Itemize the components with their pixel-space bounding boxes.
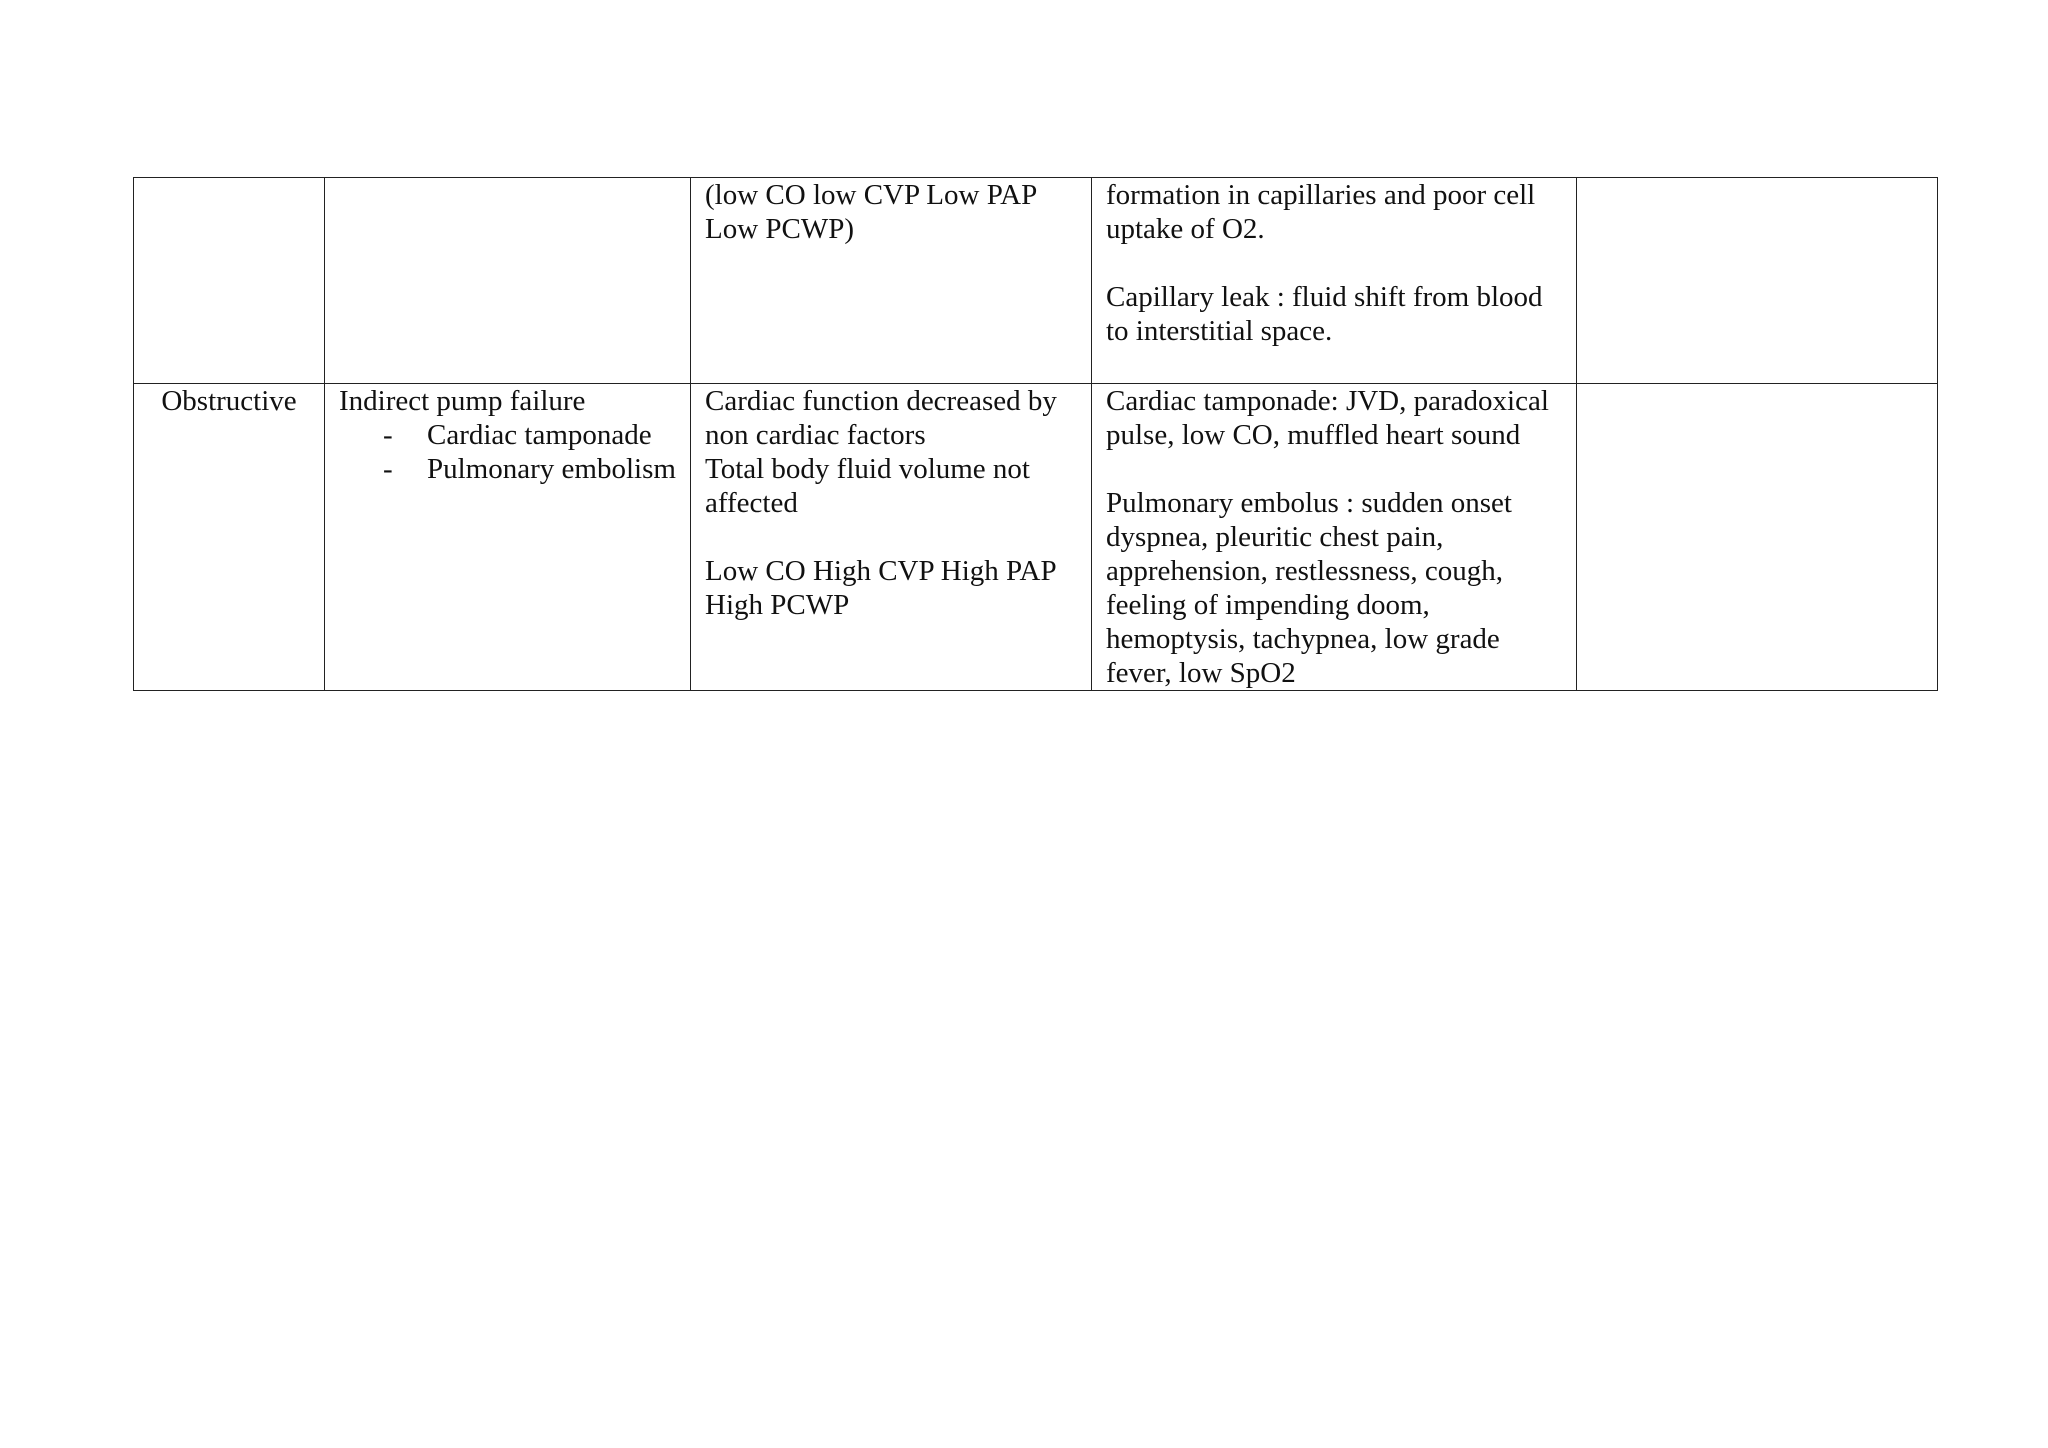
signs-line: feeling of impending doom,	[1106, 589, 1430, 621]
notes-cell	[1577, 178, 1938, 384]
shock-type-cell	[134, 178, 325, 384]
cause-title: Indirect pump failure	[339, 385, 586, 417]
shock-types-table	[133, 177, 1938, 691]
hemodynamics-line: Cardiac function decreased by	[705, 385, 1057, 417]
hemodynamics-line: Total body fluid volume not	[705, 453, 1030, 485]
hemodynamics-cell	[691, 178, 1092, 384]
signs-line: formation in capillaries and poor cell	[1106, 179, 1536, 211]
hemodynamics-line: non cardiac factors	[705, 419, 926, 451]
table-row	[134, 384, 1938, 691]
hemodynamics-line: (low CO low CVP Low PAP	[705, 179, 1038, 211]
cause-list	[339, 418, 676, 486]
signs-line: hemoptysis, tachypnea, low grade	[1106, 623, 1500, 655]
list-item	[339, 452, 676, 486]
hemodynamics-line: Low CO High CVP High PAP	[705, 555, 1057, 587]
signs-cell	[1092, 384, 1577, 691]
signs-line: pulse, low CO, muffled heart sound	[1106, 419, 1521, 451]
notes-cell	[1577, 384, 1938, 691]
paragraph-gap	[1106, 246, 1562, 280]
signs-line: to interstitial space.	[1106, 315, 1333, 347]
cause-item: Cardiac tamponade	[427, 419, 652, 451]
signs-line: Pulmonary embolus : sudden onset	[1106, 487, 1512, 519]
dash-marker: -	[383, 453, 393, 485]
shock-type-label: Obstructive	[161, 385, 297, 417]
signs-line: uptake of O2.	[1106, 213, 1265, 245]
hemodynamics-line: affected	[705, 487, 798, 519]
hemodynamics-cell	[691, 384, 1092, 691]
dash-marker: -	[383, 419, 393, 451]
signs-line: fever, low SpO2	[1106, 657, 1296, 689]
cause-item: Pulmonary embolism	[427, 453, 676, 485]
hemodynamics-line: High PCWP	[705, 589, 850, 621]
signs-line: dyspnea, pleuritic chest pain,	[1106, 521, 1444, 553]
signs-line: apprehension, restlessness, cough,	[1106, 555, 1504, 587]
signs-cell	[1092, 178, 1577, 384]
table-row	[134, 178, 1938, 384]
hemodynamics-line: Low PCWP)	[705, 213, 855, 245]
cause-cell	[325, 178, 691, 384]
paragraph-gap	[1106, 452, 1562, 486]
cause-cell	[325, 384, 691, 691]
signs-line: Capillary leak : fluid shift from blood	[1106, 281, 1543, 313]
list-item	[339, 418, 676, 452]
shock-type-cell	[134, 384, 325, 691]
paragraph-gap	[705, 520, 1077, 554]
signs-line: Cardiac tamponade: JVD, paradoxical	[1106, 385, 1549, 417]
